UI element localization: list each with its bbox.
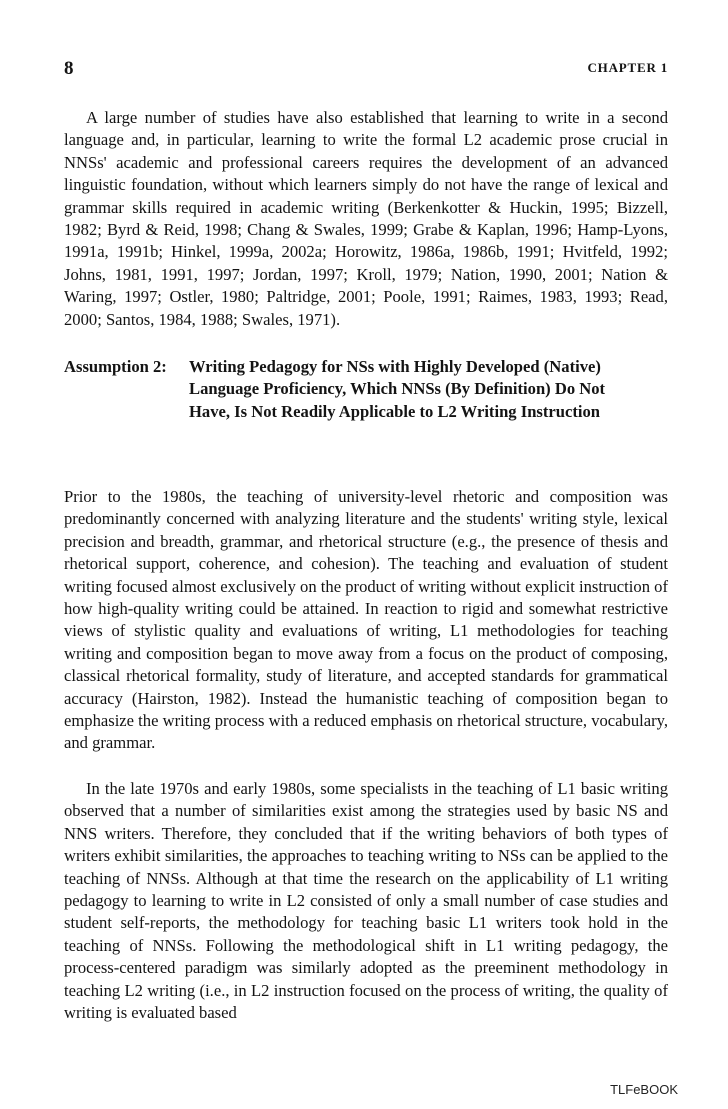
section-heading-label: Assumption 2: [64, 357, 167, 376]
watermark: TLFeBOOK [610, 1082, 678, 1097]
body-paragraph-3: In the late 1970s and early 1980s, some specialists in the teaching of L1 basic writing observed that a number of similarities exist among the strategies used by basic NS and NNS writers. Therefore, they concluded that if the writing behaviors of both types of writers exhibit similarities, the approaches to teaching writing to NSs can be applied to the teaching of NNSs. Although at that time the research on the applicability of L1 writing pedagogy to learning to write in L2 consisted of only a small number of case studies and student self-reports, the methodology for teaching basic L1 writers took hold in the teaching of NNSs. Following the methodological shift in L1 writing pedagogy, the process-centered paradigm was similarly adopted as the preeminent methodology in teaching L2 writing (i.e., in L2 instruction focused on the process of writing, the quality of writing is evaluated based [64, 779, 668, 1023]
section-heading-title: Writing Pedagogy for NSs with Highly Developed (Native) Language Proficiency, Which NNSs (By Definition) Do Not Have, Is Not Readily Applicable to L2 Writing Instruction [189, 357, 606, 421]
page-header [64, 58, 668, 82]
chapter-running-head: CHAPTER 1 [587, 60, 668, 75]
body-paragraph-2: Prior to the 1980s, the teaching of university-level rhetoric and composition was predominantly concerned with analyzing literature and the students' writing style, lexical precision and breadth, grammar, and rhetorical structure (e.g., the presence of thesis and rhetorical support, coherence, and cohesion). The teaching and evaluation of student writing focused almost exclusively on the product of writing without explicit instruction of how high-quality writing could be attained. In reaction to rigid and somewhat restrictive views of stylistic quality and evaluations of writing, L1 methodologies for teaching writing and composition began to move away from a focus on the product of composing, classical rhetorical formality, study of literature, and accepted standards for grammatical accuracy (Hairston, 1982). Instead the humanistic teaching of composition began to emphasize the writing process with a reduced emphasis on rhetorical structure, vocabulary, and grammar. [64, 487, 668, 753]
body-paragraph-1: A large number of studies have also established that learning to write in a second language and, in particular, learning to write the formal L2 academic prose crucial in NNSs' academic and professional careers requires the development of an advanced linguistic foundation, without which learners simply do not have the range of lexical and grammar skills required in academic writing (Berkenkotter & Huckin, 1995; Bizzell, 1982; Byrd & Reid, 1998; Chang & Swales, 1999; Grabe & Kaplan, 1996; Hamp-Lyons, 1991a, 1991b; Hinkel, 1999a, 2002a; Horowitz, 1986a, 1986b, 1991; Hvitfeld, 1992; Johns, 1981, 1991, 1997; Jordan, 1997; Kroll, 1979; Nation, 1990, 2001; Nation & Waring, 1997; Ostler, 1980; Paltridge, 2001; Poole, 1991; Raimes, 1983, 1993; Read, 2000; Santos, 1984, 1988; Swales, 1971). [64, 108, 668, 329]
page-number: 8 [64, 58, 74, 79]
